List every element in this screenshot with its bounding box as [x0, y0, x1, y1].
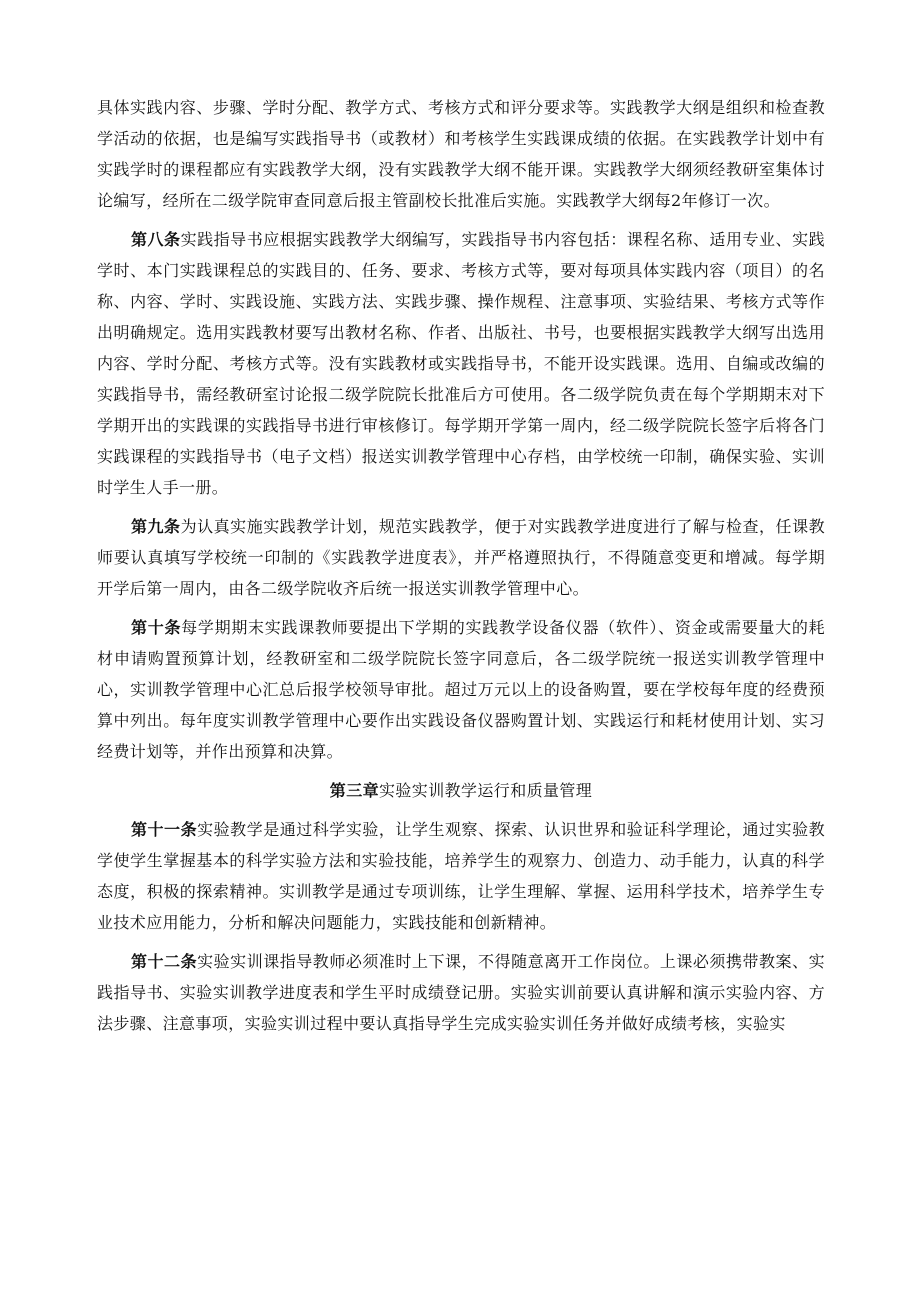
article-label: 第十二条: [131, 952, 198, 971]
article-text: 每学期期末实践课教师要提出下学期的实践教学设备仪器（软件）、资金或需要量大的耗材申请购置预算计划，经教研室和二级学院院长签字同意后，各二级学院统一报送实训教学管理中心，实训教学管理中心汇总后报学校领导审批。超过万元以上的设备购置，要在学校每年度的经费预算中列出。每年度实训教学管理中心要作出实践设备仪器购置计划、实践运行和耗材使用计划、实习经费计划等，并作出预算和决算。: [97, 618, 825, 761]
article-text: 实践指导书应根据实践教学大纲编写，实践指导书内容包括：课程名称、适用专业、实践学时、本门实践课程总的实践目的、任务、要求、考核方式等，要对每项具体实践内容（项目）的名称、内容、学时、实践设施、实践方法、实践步骤、操作规程、注意事项、实验结果、考核方式等作出明确规定。选用实践教材要写出教材名称、作者、出版社、书号，也要根据实践教学大纲写出选用内容、学时分配、考核方式等。没有实践教材或实践指导书，不能开设实践课。选用、自编或改编的实践指导书，需经教研室讨论报二级学院院长批准后方可使用。各二级学院负责在每个学期期末对下学期开出的实践课的实践指导书进行审核修订。每学期开学第一周内，经二级学院院长签字后将各门实践课程的实践指导书（电子文档）报送实训教学管理中心存档，由学校统一印制，确保实验、实训时学生人手一册。: [97, 230, 826, 497]
article-12: [97, 946, 825, 1039]
chapter-title: 实验实训教学运行和质量管理: [379, 781, 593, 800]
article-text: 为认真实施实践教学计划，规范实践教学，便于对实践教学进度进行了解与检查，任课教师要认真填写学校统一印制的《实践教学进度表》，并严格遵照执行，不得随意变更和增减。每学期开学后第一周内，由各二级学院收齐后统一报送实训教学管理中心。: [97, 517, 826, 598]
article-label: 第九条: [131, 517, 181, 536]
document-page: [97, 92, 825, 1039]
chapter-heading: [97, 775, 825, 806]
article-10: [97, 612, 825, 767]
article-9: [97, 511, 825, 604]
article-text: 实验教学是通过科学实验，让学生观察、探索、认识世界和验证科学理论，通过实验教学使学生掌握基本的科学实验方法和实验技能，培养学生的观察力、创造力、动手能力，认真的科学态度，积极的探索精神。实训教学是通过专项训练，让学生理解、掌握、运用科学技术，培养学生专业技术应用能力，分析和解决问题能力，实践技能和创新精神。: [97, 820, 825, 932]
article-text: 实验实训课指导教师必须准时上下课，不得随意离开工作岗位。上课必须携带教案、实践指导书、实验实训教学进度表和学生平时成绩登记册。实验实训前要认真讲解和演示实验内容、方法步骤、注意事项，实验实训过程中要认真指导学生完成实验实训任务并做好成绩考核，实验实: [97, 952, 825, 1033]
article-11: [97, 814, 825, 938]
chapter-label: 第三章: [329, 781, 379, 800]
article-8: [97, 224, 825, 503]
article-label: 第八条: [131, 230, 181, 249]
article-label: 第十一条: [131, 820, 198, 839]
paragraph-text: 具体实践内容、步骤、学时分配、教学方式、考核方式和评分要求等。实践教学大纲是组织和检查教学活动的依据，也是编写实践指导书（或教材）和考核学生实践课成绩的依据。在实践教学计划中有实践学时的课程都应有实践教学大纲，没有实践教学大纲不能开课。实践教学大纲须经教研室集体讨论编写，经所在二级学院审查同意后报主管副校长批准后实施。实践教学大纲每2年修订一次。: [97, 98, 825, 210]
article-label: 第十条: [131, 618, 182, 637]
paragraph-continued: [97, 92, 825, 216]
